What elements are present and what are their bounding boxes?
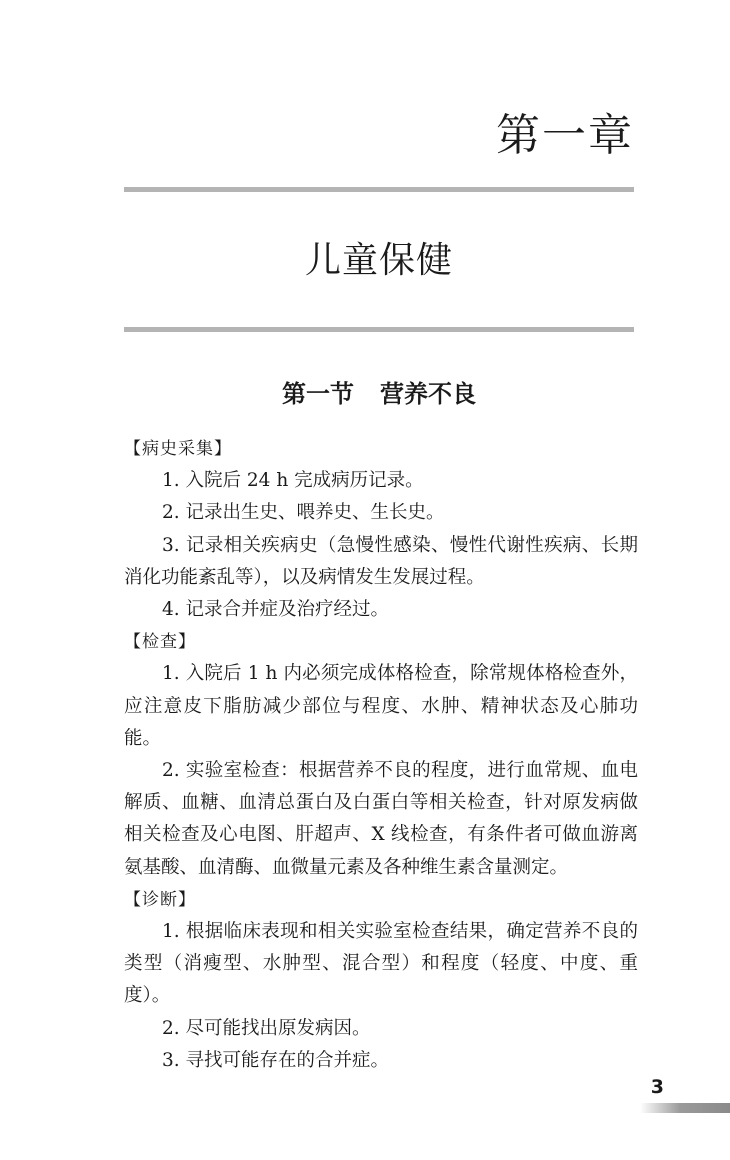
exam-item-1: 1. 入院后 1 h 内必须完成体格检查，除常规体格检查外，应注意皮下脂肪减少部位与程度、水肿、精神状态及心肺功能。 xyxy=(124,663,638,749)
history-item-3: 3. 记录相关疾病史（急慢性感染、慢性代谢性疾病、长期消化功能紊乱等），以及病情发生发展过程。 xyxy=(124,534,638,588)
page-number: 3 xyxy=(650,1076,664,1098)
bottom-divider xyxy=(124,327,634,332)
chapter-label: 第一章 xyxy=(496,110,634,161)
diagnosis-item-2: 2. 尽可能找出原发病因。 xyxy=(162,1017,371,1039)
body-content xyxy=(124,433,638,1077)
exam-heading: 【检查】 xyxy=(124,632,196,653)
history-heading: 【病史采集】 xyxy=(124,439,232,459)
diagnosis-heading: 【诊断】 xyxy=(124,889,196,910)
history-item-4: 4. 记录合并症及治疗经过。 xyxy=(162,599,390,620)
chapter-title: 儿童保健 xyxy=(304,240,453,281)
page-footer-bar xyxy=(640,1103,730,1113)
diagnosis-item-1: 1. 根据临床表现和相关实验室检查结果，确定营养不良的类型（消瘦型、水肿型、混合型）和程度（轻度、中度、重度）。 xyxy=(124,921,638,1007)
exam-item-2: 2. 实验室检查：根据营养不良的程度，进行血常规、血电解质、血糖、血清总蛋白及白蛋白等相关检查，针对原发病做相关检查及心电图、肝超声、X 线检查，有条件者可做血游离氨基酸、血清酶、血微量元素及各种维生素含量测定。 xyxy=(124,760,638,878)
history-item-2: 2. 记录出生史、喂养史、生长史。 xyxy=(162,502,445,524)
section-name: 营养不良 xyxy=(380,379,476,408)
section-number: 第一节 xyxy=(282,379,354,408)
section-title xyxy=(124,376,634,412)
diagnosis-item-3: 3. 寻找可能存在的合并症。 xyxy=(162,1049,390,1071)
history-item-1: 1. 入院后 24 h 完成病历记录。 xyxy=(162,470,424,492)
top-divider xyxy=(124,187,634,192)
